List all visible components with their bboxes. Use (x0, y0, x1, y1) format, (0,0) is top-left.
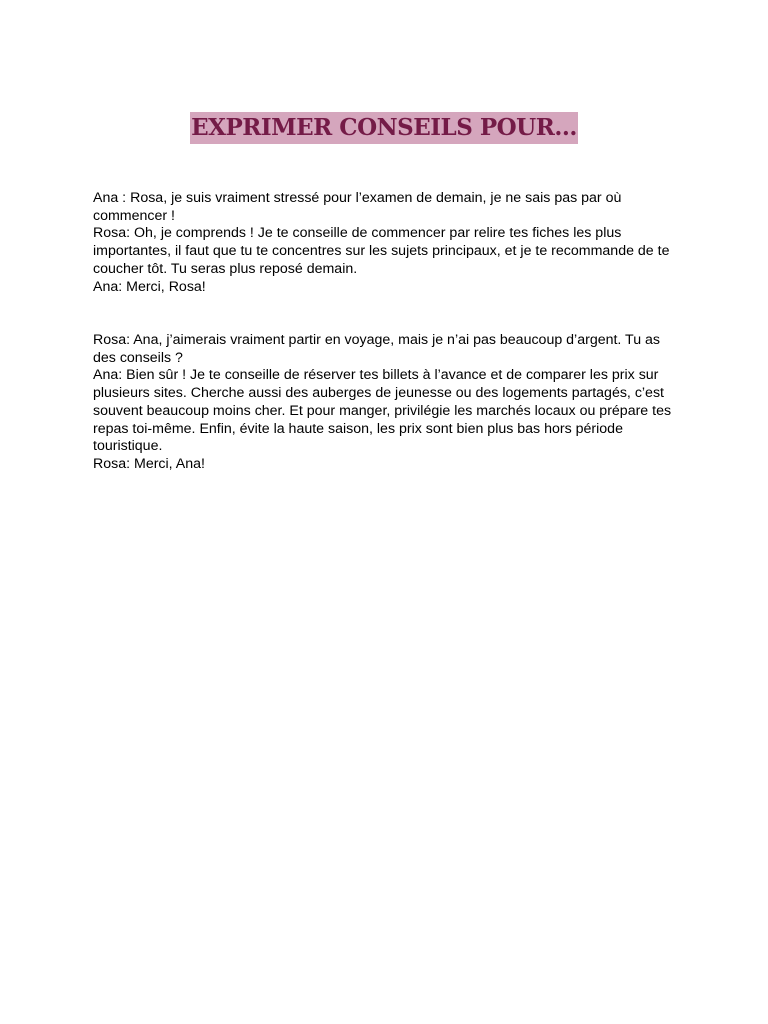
dialogue-line: des conseils ? (93, 349, 183, 366)
dialogue-line: plusieurs sites. Cherche aussi des auberges de jeunesse ou des logements partagés, c’est (93, 385, 664, 402)
dialogue-travel (93, 332, 678, 474)
dialogue-line: touristique. (93, 438, 163, 455)
dialogue-exam (93, 190, 678, 296)
dialogue-line: repas toi-même. Enfin, évite la haute saison, les prix sont bien plus bas hors période (93, 420, 623, 437)
dialogue-line: Ana : Rosa, je suis vraiment stressé pour l’examen de demain, je ne sais pas par où (93, 190, 622, 206)
dialogue-line: Ana: Bien sûr ! Je te conseille de réserver tes billets à l’avance et de comparer les prix sur (93, 367, 659, 384)
dialogue-line: Rosa: Merci, Ana! (93, 455, 205, 472)
dialogue-line: importantes, il faut que tu te concentres sur les sujets principaux, et je te recommande de te (93, 243, 670, 260)
dialogue-line: souvent beaucoup moins cher. Et pour manger, privilégie les marchés locaux ou prépare tes (93, 402, 672, 419)
title-container (0, 112, 768, 144)
dialogue-line: commencer ! (93, 207, 175, 224)
dialogue-line: Rosa: Oh, je comprends ! Je te conseille de commencer par relire tes fiches les plus (93, 225, 622, 242)
dialogue-line: Rosa: Ana, j’aimerais vraiment partir en voyage, mais je n’ai pas beaucoup d’argent. Tu as (93, 332, 661, 348)
page-title: EXPRIMER CONSEILS POUR... (190, 112, 578, 144)
dialogue-line: Ana: Merci, Rosa! (93, 278, 206, 295)
dialogue-line: coucher tôt. Tu seras plus reposé demain. (93, 260, 358, 277)
